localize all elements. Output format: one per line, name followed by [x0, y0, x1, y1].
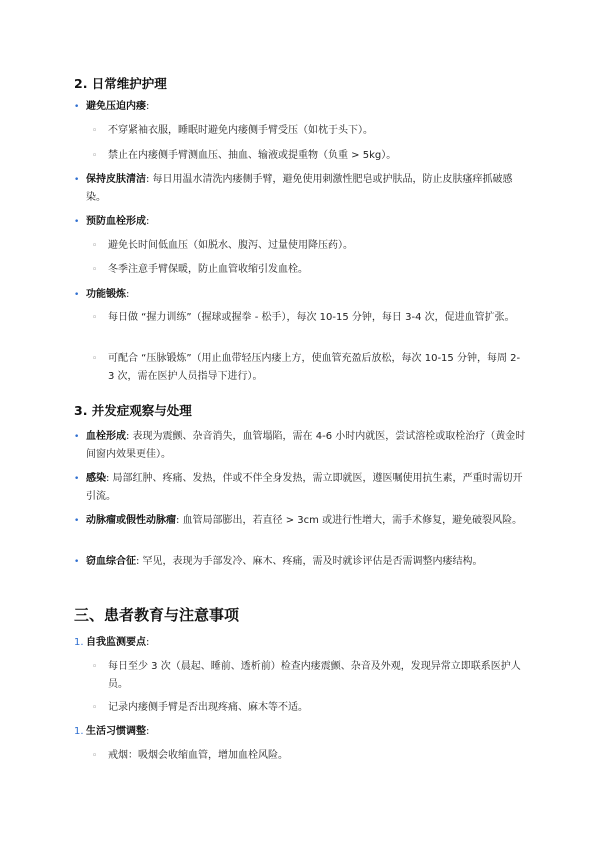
item-label: 窃血综合征	[86, 556, 136, 567]
item-label: 功能锻炼	[86, 289, 126, 300]
bullet-marker: •	[74, 432, 80, 442]
bullet-marker: •	[74, 516, 80, 526]
sub-item-text: 每日做 “握力训练”（握球或握拳 - 松手），每次 10-15 分钟，每日 3-4 次，促进血管扩张。	[108, 312, 515, 323]
label-separator: :	[146, 726, 150, 737]
sub-item-text: 每日至少 3 次（晨起、睡前、透析前）检查内瘘震颤、杂音及外观，发现异常立即联系医护人员。	[108, 661, 521, 690]
item-label: 生活习惯调整	[86, 726, 146, 737]
item-label: 保持皮肤清洁	[86, 174, 146, 185]
bullet-marker: •	[74, 290, 80, 300]
item-text: 每日用温水清洗内瘘侧手臂，避免使用刺激性肥皂或护肤品，防止皮肤瘙痒抓破感染。	[86, 174, 513, 203]
bullet-marker: •	[74, 102, 80, 112]
sub-bullet-marker: ◦	[92, 265, 98, 275]
bullet-marker: •	[74, 474, 80, 484]
item-label: 动脉瘤或假性动脉瘤	[86, 515, 176, 526]
sub-item-text: 禁止在内瘘侧手臂测血压、抽血、输液或提重物（负重 > 5kg）。	[108, 150, 397, 161]
number-marker: 1.	[74, 637, 84, 648]
sub-item-text: 避免长时间低血压（如脱水、腹泻、过量使用降压药）。	[108, 240, 353, 251]
sub-bullet-marker: ◦	[92, 313, 98, 323]
sub-bullet-marker: ◦	[92, 662, 98, 672]
sub-bullet-marker: ◦	[92, 354, 98, 364]
sub-bullet-marker: ◦	[92, 151, 98, 161]
sub-item-text: 不穿紧袖衣服，睡眠时避免内瘘侧手臂受压（如枕于头下）。	[108, 125, 373, 136]
sub-bullet-marker: ◦	[92, 703, 98, 713]
item-text: 表现为震颤、杂音消失，血管塌陷，需在 4-6 小时内就医，尝试溶栓或取栓治疗（黄金时间窗内效果更佳）。	[86, 431, 526, 460]
label-separator: :	[136, 556, 140, 567]
item-label: 血栓形成	[86, 431, 126, 442]
item-text: 罕见，表现为手部发冷、麻木、疼痛，需及时就诊评估是否需调整内瘘结构。	[139, 556, 483, 567]
section-heading-patient-education: 三、患者教育与注意事项	[74, 606, 240, 624]
sub-bullet-marker: ◦	[92, 126, 98, 136]
item-text: 局部红肿、疼痛、发热，伴或不伴全身发热，需立即就医，遵医嘱使用抗生素，严重时需切开引流。	[86, 473, 523, 502]
label-separator: :	[126, 289, 130, 300]
label-separator: :	[106, 473, 110, 484]
item-label: 预防血栓形成	[86, 216, 146, 227]
label-separator: :	[146, 216, 150, 227]
item-label: 感染	[86, 473, 106, 484]
section-heading-complications: 3. 并发症观察与处理	[74, 403, 192, 418]
bullet-marker: •	[74, 217, 80, 227]
sub-bullet-marker: ◦	[92, 751, 98, 761]
item-text: 血管局部膨出，若直径 > 3cm 或进行性增大，需手术修复，避免破裂风险。	[179, 515, 523, 526]
sub-item-text: 可配合 “压脉锻炼”（用止血带轻压内瘘上方，使血管充盈后放松，每次 10-15 分钟，每周 2-3 次，需在医护人员指导下进行）。	[108, 353, 521, 382]
sub-item-text: 冬季注意手臂保暖，防止血管收缩引发血栓。	[108, 264, 308, 275]
label-separator: :	[146, 174, 150, 185]
label-separator: :	[146, 101, 150, 112]
label-separator: :	[176, 515, 180, 526]
bullet-marker: •	[74, 557, 80, 567]
bullet-marker: •	[74, 175, 80, 185]
sub-item-text: 记录内瘘侧手臂是否出现疼痛、麻木等不适。	[108, 702, 308, 713]
section-heading-daily-care: 2. 日常维护护理	[74, 76, 167, 91]
label-separator: :	[146, 637, 150, 648]
sub-bullet-marker: ◦	[92, 241, 98, 251]
number-marker: 1.	[74, 726, 84, 737]
item-label: 自我监测要点	[86, 637, 146, 648]
item-label: 避免压迫内瘘	[86, 101, 146, 112]
sub-item-text: 戒烟：吸烟会收缩血管，增加血栓风险。	[108, 750, 288, 761]
label-separator: :	[126, 431, 130, 442]
